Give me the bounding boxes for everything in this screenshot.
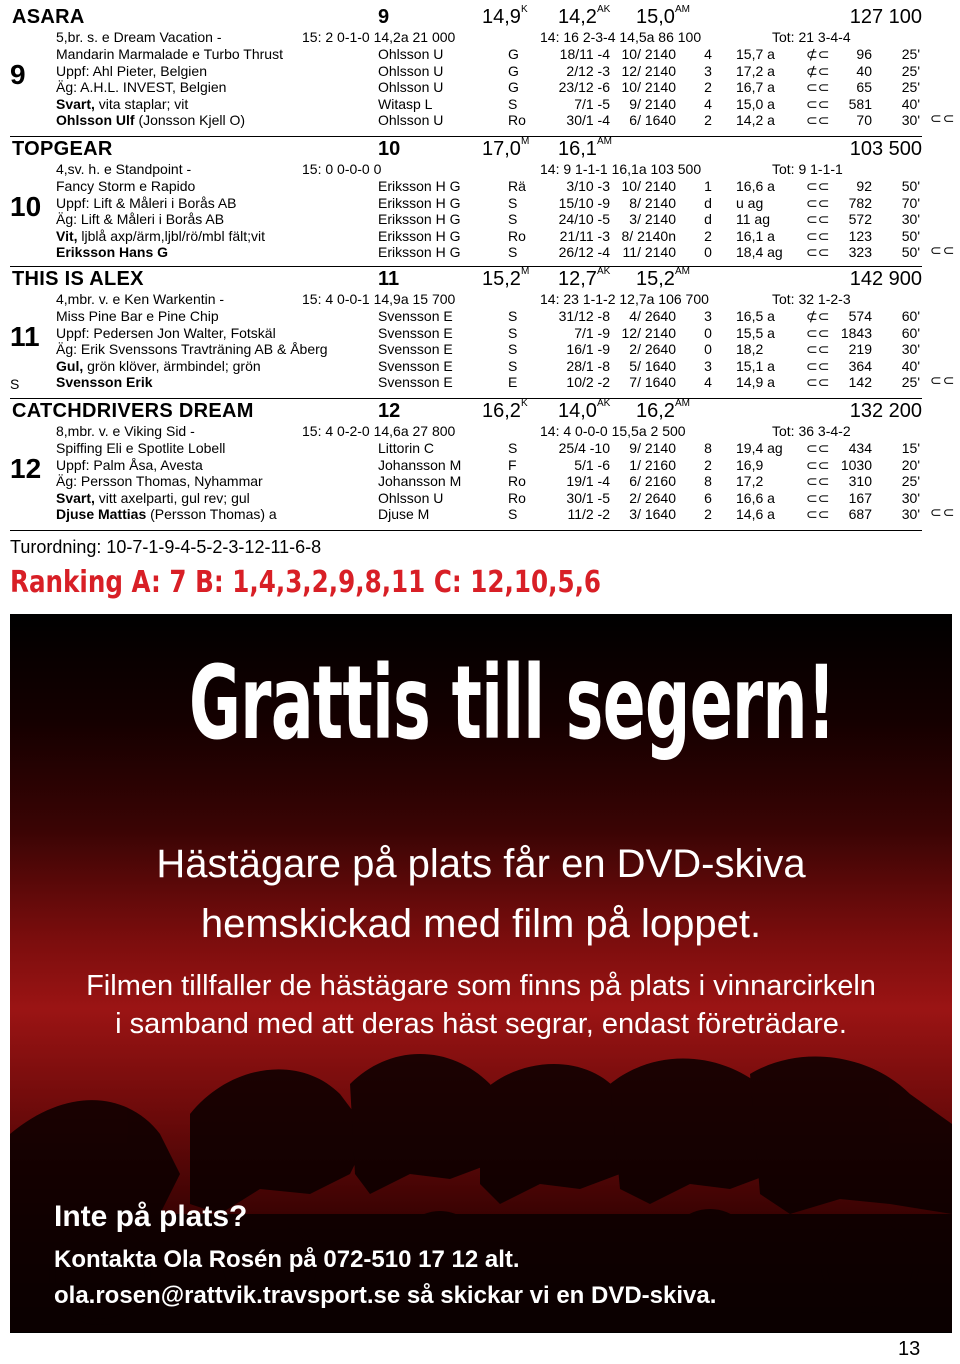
row-description: Uppf: Ahl Pieter, Belgien bbox=[56, 62, 207, 79]
row-time: 15,7 a bbox=[736, 46, 775, 62]
row-track: S bbox=[508, 341, 518, 358]
total-prize: 142 900 bbox=[849, 268, 922, 290]
record-time-1: $14,9^K$ bbox=[482, 4, 528, 28]
horse-entry bbox=[10, 138, 922, 266]
horse-name: THIS IS ALEX bbox=[12, 268, 144, 290]
shoe-icon: ⊄⊂ bbox=[806, 62, 830, 79]
row-track: E bbox=[508, 374, 518, 391]
stats-total: Tot: 36 3-4-2 bbox=[772, 423, 851, 439]
row-date: 7/1 -9 bbox=[574, 324, 610, 341]
row-track: Rä bbox=[508, 178, 526, 194]
start-row bbox=[10, 473, 922, 490]
pedigree: 4,sv. h. e Standpoint - bbox=[56, 161, 192, 177]
row-odds: 782 bbox=[848, 194, 872, 211]
row-time: 14,6 a bbox=[736, 506, 775, 523]
row-race-distance: 12/ 2140 bbox=[621, 62, 676, 79]
horse-start-number: 9 bbox=[378, 6, 390, 28]
shoe-icon: ⊂⊂ bbox=[930, 242, 956, 258]
row-time: 16,9 bbox=[736, 456, 764, 473]
row-time: 19,4 ag bbox=[736, 440, 783, 456]
record-time-2: $14,0^{AK}$ bbox=[558, 398, 611, 422]
shoe-icon: ⊄⊂ bbox=[806, 308, 830, 324]
row-odds: 323 bbox=[848, 244, 872, 261]
row-race-distance: 3/ 1640 bbox=[629, 506, 676, 523]
row-placing: 4 bbox=[704, 374, 712, 391]
row-placing: 2 bbox=[704, 79, 712, 96]
row-time: 17,2 a bbox=[736, 62, 775, 79]
record-time-1: $16,2^K$ bbox=[482, 398, 528, 422]
row-race-distance: 9/ 2140 bbox=[629, 95, 676, 112]
start-row bbox=[10, 358, 922, 375]
start-row bbox=[10, 46, 922, 63]
row-description: Svart, vitt axelparti, gul rev; gul bbox=[56, 489, 250, 506]
row-track: S bbox=[508, 244, 518, 261]
horse-start-number: 10 bbox=[378, 138, 401, 160]
row-time: 16,5 a bbox=[736, 308, 775, 324]
row-driver: Ohlsson U bbox=[378, 79, 444, 96]
stats-2014: 14: 4 0-0-0 15,5a 2 500 bbox=[540, 423, 686, 439]
record-time-3: $15,2^{AM}$ bbox=[636, 266, 690, 290]
row-date: 28/1 -8 bbox=[566, 357, 610, 374]
start-row bbox=[10, 490, 922, 507]
row-track: S bbox=[508, 211, 518, 228]
start-row bbox=[10, 325, 922, 342]
row-prize: 60' bbox=[901, 308, 920, 324]
shoe-icon: ⊂⊂ bbox=[806, 374, 830, 391]
row-odds: 687 bbox=[848, 506, 872, 523]
row-track: Ro bbox=[508, 473, 526, 490]
row-time: 18,2 bbox=[736, 341, 764, 358]
start-row bbox=[10, 211, 922, 228]
record-time-1: $17,0^M$ bbox=[482, 136, 530, 160]
row-placing: 0 bbox=[704, 324, 712, 341]
row-track: G bbox=[508, 79, 519, 96]
stats-2014: 14: 23 1-1-2 12,7a 106 700 bbox=[540, 291, 709, 307]
ad-line-1: Hästägare på plats får en DVD-skiva bbox=[156, 842, 806, 886]
row-date: 16/1 -9 bbox=[566, 341, 610, 358]
row-date: 30/1 -5 bbox=[566, 489, 610, 506]
start-row bbox=[10, 195, 922, 212]
row-race-distance: 10/ 2140 bbox=[621, 178, 676, 194]
row-date: 7/1 -5 bbox=[574, 95, 610, 112]
row-time: 14,2 a bbox=[736, 112, 775, 129]
row-time: 16,1 a bbox=[736, 227, 775, 244]
row-date: 11/2 -2 bbox=[567, 506, 610, 523]
start-row bbox=[10, 506, 922, 523]
row-placing: 8 bbox=[704, 473, 712, 490]
row-odds: 70 bbox=[856, 112, 872, 129]
row-description: Fancy Storm e Rapido bbox=[56, 178, 196, 194]
row-placing: 8 bbox=[704, 440, 712, 456]
stats-2015: 15: 0 0-0-0 0 bbox=[302, 161, 382, 177]
row-date: 10/2 -2 bbox=[566, 374, 610, 391]
stats-total: Tot: 21 3-4-4 bbox=[772, 29, 851, 45]
start-row bbox=[10, 374, 922, 391]
row-prize: 25' bbox=[901, 473, 920, 490]
row-time: 16,7 a bbox=[736, 79, 775, 96]
record-time-3: $15,0^{AM}$ bbox=[636, 4, 690, 28]
row-driver: Eriksson H G bbox=[378, 211, 461, 228]
start-row bbox=[10, 341, 922, 358]
row-race-distance: 9/ 2140 bbox=[629, 440, 676, 456]
stats-2015: 15: 4 0-0-1 14,9a 15 700 bbox=[302, 291, 456, 307]
row-description: Äg: A.H.L. INVEST, Belgien bbox=[56, 79, 227, 96]
ad-email[interactable]: ola.rosen@rattvik.travsport.se så skickar vi en DVD-skiva. bbox=[54, 1282, 717, 1309]
pedigree: 5,br. s. e Dream Vacation - bbox=[56, 29, 222, 45]
row-time: 15,1 a bbox=[736, 357, 775, 374]
shoe-icon: ⊂⊂ bbox=[806, 112, 830, 129]
row-race-distance: 4/ 2640 bbox=[629, 308, 676, 324]
row-odds: 65 bbox=[856, 79, 872, 96]
row-description: Uppf: Pedersen Jon Walter, Fotskäl bbox=[56, 324, 276, 341]
row-driver: Ohlsson U bbox=[378, 62, 444, 79]
row-placing: 3 bbox=[704, 357, 712, 374]
stats-2015: 15: 2 0-1-0 14,2a 21 000 bbox=[302, 29, 456, 45]
row-track: G bbox=[508, 46, 519, 62]
row-prize: 25' bbox=[901, 374, 920, 391]
row-placing: 2 bbox=[704, 112, 712, 129]
stats-2014: 14: 9 1-1-1 16,1a 103 500 bbox=[540, 161, 702, 177]
row-date: 19/1 -4 bbox=[566, 473, 610, 490]
shoe-icon: ⊂⊂ bbox=[930, 110, 956, 126]
horse-info-line bbox=[10, 161, 922, 178]
row-race-distance: 5/ 1640 bbox=[629, 357, 676, 374]
row-odds: 310 bbox=[848, 473, 872, 490]
row-track: S bbox=[508, 357, 518, 374]
row-time: 17,2 bbox=[736, 473, 764, 490]
row-prize: 30' bbox=[901, 211, 920, 228]
row-track: S bbox=[508, 308, 518, 324]
row-placing: 0 bbox=[704, 341, 712, 358]
row-race-distance: 10/ 2140 bbox=[621, 79, 676, 96]
horse-info-line bbox=[10, 29, 922, 46]
row-driver: Eriksson H G bbox=[378, 194, 461, 211]
shoe-icon: ⊂⊂ bbox=[930, 372, 956, 388]
row-description: Gul, grön klöver, ärmbindel; grön bbox=[56, 357, 261, 374]
start-row bbox=[10, 79, 922, 96]
row-date: 26/12 -4 bbox=[558, 244, 610, 261]
row-description: Äg: Lift & Måleri i Borås AB bbox=[56, 211, 225, 228]
row-driver: Ohlsson U bbox=[378, 112, 444, 129]
row-race-distance: 2/ 2640 bbox=[629, 341, 676, 358]
start-row bbox=[10, 308, 922, 325]
pedigree: 4,mbr. v. e Ken Warkentin - bbox=[56, 291, 225, 307]
shoe-icon: ⊂⊂ bbox=[806, 227, 830, 244]
shoe-icon: ⊂⊂ bbox=[806, 440, 830, 456]
horse-divider bbox=[10, 136, 922, 137]
record-time-2: $16,1^{AM}$ bbox=[558, 136, 612, 160]
row-prize: 25' bbox=[901, 46, 920, 62]
advertisement bbox=[10, 614, 952, 1332]
row-prize: 40' bbox=[901, 357, 920, 374]
start-row bbox=[10, 112, 922, 129]
row-description: Uppf: Lift & Måleri i Borås AB bbox=[56, 194, 237, 211]
row-prize: 30' bbox=[901, 506, 920, 523]
row-odds: 1843 bbox=[840, 324, 872, 341]
row-date: 18/11 -4 bbox=[559, 46, 610, 62]
row-date: 31/12 -8 bbox=[558, 308, 610, 324]
horse-entry bbox=[10, 400, 922, 528]
row-odds: 572 bbox=[848, 211, 872, 228]
row-race-distance: 3/ 2140 bbox=[629, 211, 676, 228]
page-bottom-rule bbox=[10, 1332, 952, 1333]
row-track: G bbox=[508, 62, 519, 79]
row-track: Ro bbox=[508, 489, 526, 506]
row-description: Svensson Erik bbox=[56, 374, 153, 391]
row-odds: 142 bbox=[848, 374, 872, 391]
row-odds: 434 bbox=[848, 440, 872, 456]
ad-line-4: i samband med att deras häst segrar, endast företrädare. bbox=[115, 1008, 847, 1040]
row-prize: 25' bbox=[901, 62, 920, 79]
horse-start-number: 12 bbox=[378, 400, 401, 422]
row-odds: 167 bbox=[848, 489, 872, 506]
row-prize: 50' bbox=[901, 178, 920, 194]
row-driver: Ohlsson U bbox=[378, 489, 444, 506]
row-prize: 30' bbox=[901, 489, 920, 506]
row-race-distance: 6/ 2160 bbox=[629, 473, 676, 490]
row-odds: 581 bbox=[848, 95, 872, 112]
record-time-3: $16,2^{AM}$ bbox=[636, 398, 690, 422]
row-driver: Eriksson H G bbox=[378, 244, 461, 261]
row-placing: d bbox=[704, 211, 712, 228]
row-driver: Littorin C bbox=[378, 440, 435, 456]
row-date: 21/11 -3 bbox=[559, 227, 610, 244]
shoe-icon: ⊂⊂ bbox=[806, 489, 830, 506]
row-odds: 364 bbox=[848, 357, 872, 374]
row-date: 23/12 -6 bbox=[558, 79, 610, 96]
row-odds: 92 bbox=[856, 178, 872, 194]
row-prize: 25' bbox=[901, 79, 920, 96]
horse-header bbox=[10, 268, 922, 290]
horse-info-line bbox=[10, 423, 922, 440]
stats-2014: 14: 16 2-3-4 14,5a 86 100 bbox=[540, 29, 702, 45]
shoe-icon: ⊂⊂ bbox=[806, 244, 830, 261]
start-row bbox=[10, 228, 922, 245]
ad-inte-pa-plats: Inte på plats? bbox=[54, 1200, 248, 1233]
row-time: 15,0 a bbox=[736, 95, 775, 112]
row-date: 3/10 -3 bbox=[566, 178, 610, 194]
row-time: 11 ag bbox=[736, 211, 770, 228]
ad-line-3: Filmen tillfaller de hästägare som finns på plats i vinnarcirkeln bbox=[86, 970, 876, 1002]
row-prize: 40' bbox=[901, 95, 920, 112]
big-start-number: 12 bbox=[10, 453, 42, 484]
row-time: 16,6 a bbox=[736, 178, 775, 194]
row-driver: Johansson M bbox=[378, 456, 462, 473]
row-placing: 4 bbox=[704, 95, 712, 112]
row-track: Ro bbox=[508, 227, 526, 244]
horse-header bbox=[10, 138, 922, 160]
stats-2015: 15: 4 0-2-0 14,6a 27 800 bbox=[302, 423, 456, 439]
row-track: S bbox=[508, 506, 518, 523]
shoe-icon: ⊂⊂ bbox=[806, 211, 830, 228]
row-driver: Ohlsson U bbox=[378, 46, 444, 62]
row-prize: 15' bbox=[901, 440, 920, 456]
row-race-distance: 8/ 2140 bbox=[629, 194, 676, 211]
row-track: S bbox=[508, 324, 518, 341]
row-odds: 96 bbox=[856, 46, 872, 62]
shoe-icon: ⊄⊂ bbox=[806, 46, 830, 62]
row-odds: 574 bbox=[848, 308, 872, 324]
horse-header bbox=[10, 6, 922, 28]
ad-headline: Grattis till segern! bbox=[188, 644, 836, 763]
page-number: 13 bbox=[898, 1338, 921, 1360]
row-race-distance: 6/ 1640 bbox=[629, 112, 676, 129]
row-track: Ro bbox=[508, 112, 526, 129]
row-driver: Witasp L bbox=[378, 95, 433, 112]
horse-start-number: 11 bbox=[378, 268, 400, 290]
row-prize: 50' bbox=[901, 244, 920, 261]
record-time-2: $14,2^{AK}$ bbox=[558, 4, 611, 28]
row-driver: Eriksson H G bbox=[378, 227, 461, 244]
row-race-distance: 2/ 2640 bbox=[629, 489, 676, 506]
row-prize: 30' bbox=[901, 341, 920, 358]
row-driver: Svensson E bbox=[378, 308, 453, 324]
shoe-icon: ⊂⊂ bbox=[806, 456, 830, 473]
row-prize: 60' bbox=[901, 324, 920, 341]
row-time: 18,4 ag bbox=[736, 244, 783, 261]
turordning: Turordning: 10-7-1-9-4-5-2-3-12-11-6-8 bbox=[10, 537, 322, 557]
row-placing: 3 bbox=[704, 62, 712, 79]
row-track: S bbox=[508, 194, 518, 211]
shoe-icon: ⊂⊂ bbox=[806, 194, 830, 211]
row-prize: 50' bbox=[901, 227, 920, 244]
start-row bbox=[10, 96, 922, 113]
row-odds: 40 bbox=[856, 62, 872, 79]
row-placing: 2 bbox=[704, 456, 712, 473]
row-placing: 1 bbox=[704, 178, 712, 194]
horse-name: ASARA bbox=[12, 6, 85, 28]
stats-total: Tot: 32 1-2-3 bbox=[772, 291, 851, 307]
total-prize: 132 200 bbox=[849, 400, 922, 422]
row-race-distance: 10/ 2140 bbox=[621, 46, 676, 62]
start-row bbox=[10, 457, 922, 474]
shoe-icon: ⊂⊂ bbox=[930, 504, 956, 520]
row-date: 24/10 -5 bbox=[558, 211, 610, 228]
row-track: F bbox=[508, 456, 517, 473]
row-placing: 2 bbox=[704, 506, 712, 523]
row-driver: Svensson E bbox=[378, 374, 453, 391]
row-date: 5/1 -6 bbox=[574, 456, 610, 473]
horse-entry bbox=[10, 6, 922, 134]
row-description: Äg: Persson Thomas, Nyhammar bbox=[56, 473, 263, 490]
ad-line-2: hemskickad med film på loppet. bbox=[200, 902, 762, 946]
horse-name: TOPGEAR bbox=[12, 138, 113, 160]
row-description: Uppf: Palm Åsa, Avesta bbox=[56, 456, 203, 473]
horse-header bbox=[10, 400, 922, 422]
row-placing: 2 bbox=[704, 227, 712, 244]
row-driver: Johansson M bbox=[378, 473, 462, 490]
row-description: Miss Pine Bar e Pine Chip bbox=[56, 308, 219, 324]
row-time: u ag bbox=[736, 194, 764, 211]
row-driver: Svensson E bbox=[378, 357, 453, 374]
row-description: Svart, vita staplar; vit bbox=[56, 95, 189, 112]
start-row bbox=[10, 244, 922, 261]
row-driver: Eriksson H G bbox=[378, 178, 461, 194]
row-description: Djuse Mattias (Persson Thomas) a bbox=[56, 506, 277, 523]
big-start-number: 10 bbox=[10, 191, 42, 222]
row-odds: 219 bbox=[848, 341, 872, 358]
row-date: 2/12 -3 bbox=[566, 62, 610, 79]
row-date: 25/4 -10 bbox=[558, 440, 610, 456]
shoe-icon: ⊂⊂ bbox=[806, 506, 830, 523]
row-placing: 3 bbox=[704, 308, 712, 324]
horse-divider bbox=[10, 530, 922, 531]
row-time: 15,5 a bbox=[736, 324, 775, 341]
row-track: S bbox=[508, 95, 518, 112]
horse-divider bbox=[10, 266, 922, 267]
row-prize: 20' bbox=[901, 456, 920, 473]
row-driver: Djuse M bbox=[378, 506, 430, 523]
ad-contact: Kontakta Ola Rosén på 072-510 17 12 alt. bbox=[54, 1246, 520, 1273]
row-description: Eriksson Hans G bbox=[56, 244, 169, 261]
shoe-icon: ⊂⊂ bbox=[806, 341, 830, 358]
row-race-distance: 12/ 2140 bbox=[621, 324, 676, 341]
row-odds: 123 bbox=[848, 227, 872, 244]
row-description: Mandarin Marmalade e Turbo Thrust bbox=[56, 46, 283, 62]
row-track: S bbox=[508, 440, 518, 456]
big-start-number: 9 bbox=[10, 59, 26, 90]
side-letter: S bbox=[10, 376, 20, 392]
row-placing: 6 bbox=[704, 489, 712, 506]
row-description: Spiffing Eli e Spotlite Lobell bbox=[56, 440, 226, 456]
row-driver: Svensson E bbox=[378, 341, 453, 358]
row-date: 15/10 -9 bbox=[558, 194, 610, 211]
stats-total: Tot: 9 1-1-1 bbox=[772, 161, 843, 177]
row-description: Vit, ljblå axp/ärm,ljbl/rö/mbl fält;vit bbox=[56, 227, 266, 244]
row-placing: 0 bbox=[704, 244, 712, 261]
row-race-distance: 11/ 2140 bbox=[622, 244, 676, 261]
horse-entry bbox=[10, 268, 922, 396]
row-description: Ohlsson Ulf (Jonsson Kjell O) bbox=[56, 112, 246, 129]
row-placing: 4 bbox=[704, 46, 712, 62]
pedigree: 8,mbr. v. e Viking Sid - bbox=[56, 423, 195, 439]
total-prize: 103 500 bbox=[849, 138, 922, 160]
row-description: Äg: Erik Svenssons Travträning AB & Åberg bbox=[56, 341, 328, 358]
row-prize: 70' bbox=[901, 194, 920, 211]
row-prize: 30' bbox=[901, 112, 920, 129]
horse-divider bbox=[10, 398, 922, 399]
record-time-2: $12,7^{AK}$ bbox=[558, 266, 611, 290]
row-driver: Svensson E bbox=[378, 324, 453, 341]
row-time: 16,6 a bbox=[736, 489, 775, 506]
ranking: Ranking A: 7 B: 1,4,3,2,9,8,11 C: 12,10,5,6 bbox=[10, 565, 602, 600]
shoe-icon: ⊂⊂ bbox=[806, 324, 830, 341]
row-placing: d bbox=[704, 194, 712, 211]
shoe-icon: ⊂⊂ bbox=[806, 95, 830, 112]
big-start-number: 11 bbox=[10, 321, 40, 352]
total-prize: 127 100 bbox=[849, 6, 922, 28]
record-time-1: $15,2^M$ bbox=[482, 266, 530, 290]
shoe-icon: ⊂⊂ bbox=[806, 357, 830, 374]
start-row bbox=[10, 63, 922, 80]
shoe-icon: ⊂⊂ bbox=[806, 178, 830, 194]
row-date: 30/1 -4 bbox=[566, 112, 610, 129]
row-time: 14,9 a bbox=[736, 374, 775, 391]
start-row bbox=[10, 440, 922, 457]
row-race-distance: 1/ 2160 bbox=[629, 456, 676, 473]
row-race-distance: 7/ 1640 bbox=[629, 374, 676, 391]
row-odds: 1030 bbox=[840, 456, 872, 473]
horse-info-line bbox=[10, 291, 922, 308]
horse-name: CATCHDRIVERS DREAM bbox=[12, 400, 254, 422]
shoe-icon: ⊂⊂ bbox=[806, 473, 830, 490]
shoe-icon: ⊂⊂ bbox=[806, 79, 830, 96]
start-row bbox=[10, 178, 922, 195]
row-race-distance: 8/ 2140n bbox=[621, 227, 676, 244]
